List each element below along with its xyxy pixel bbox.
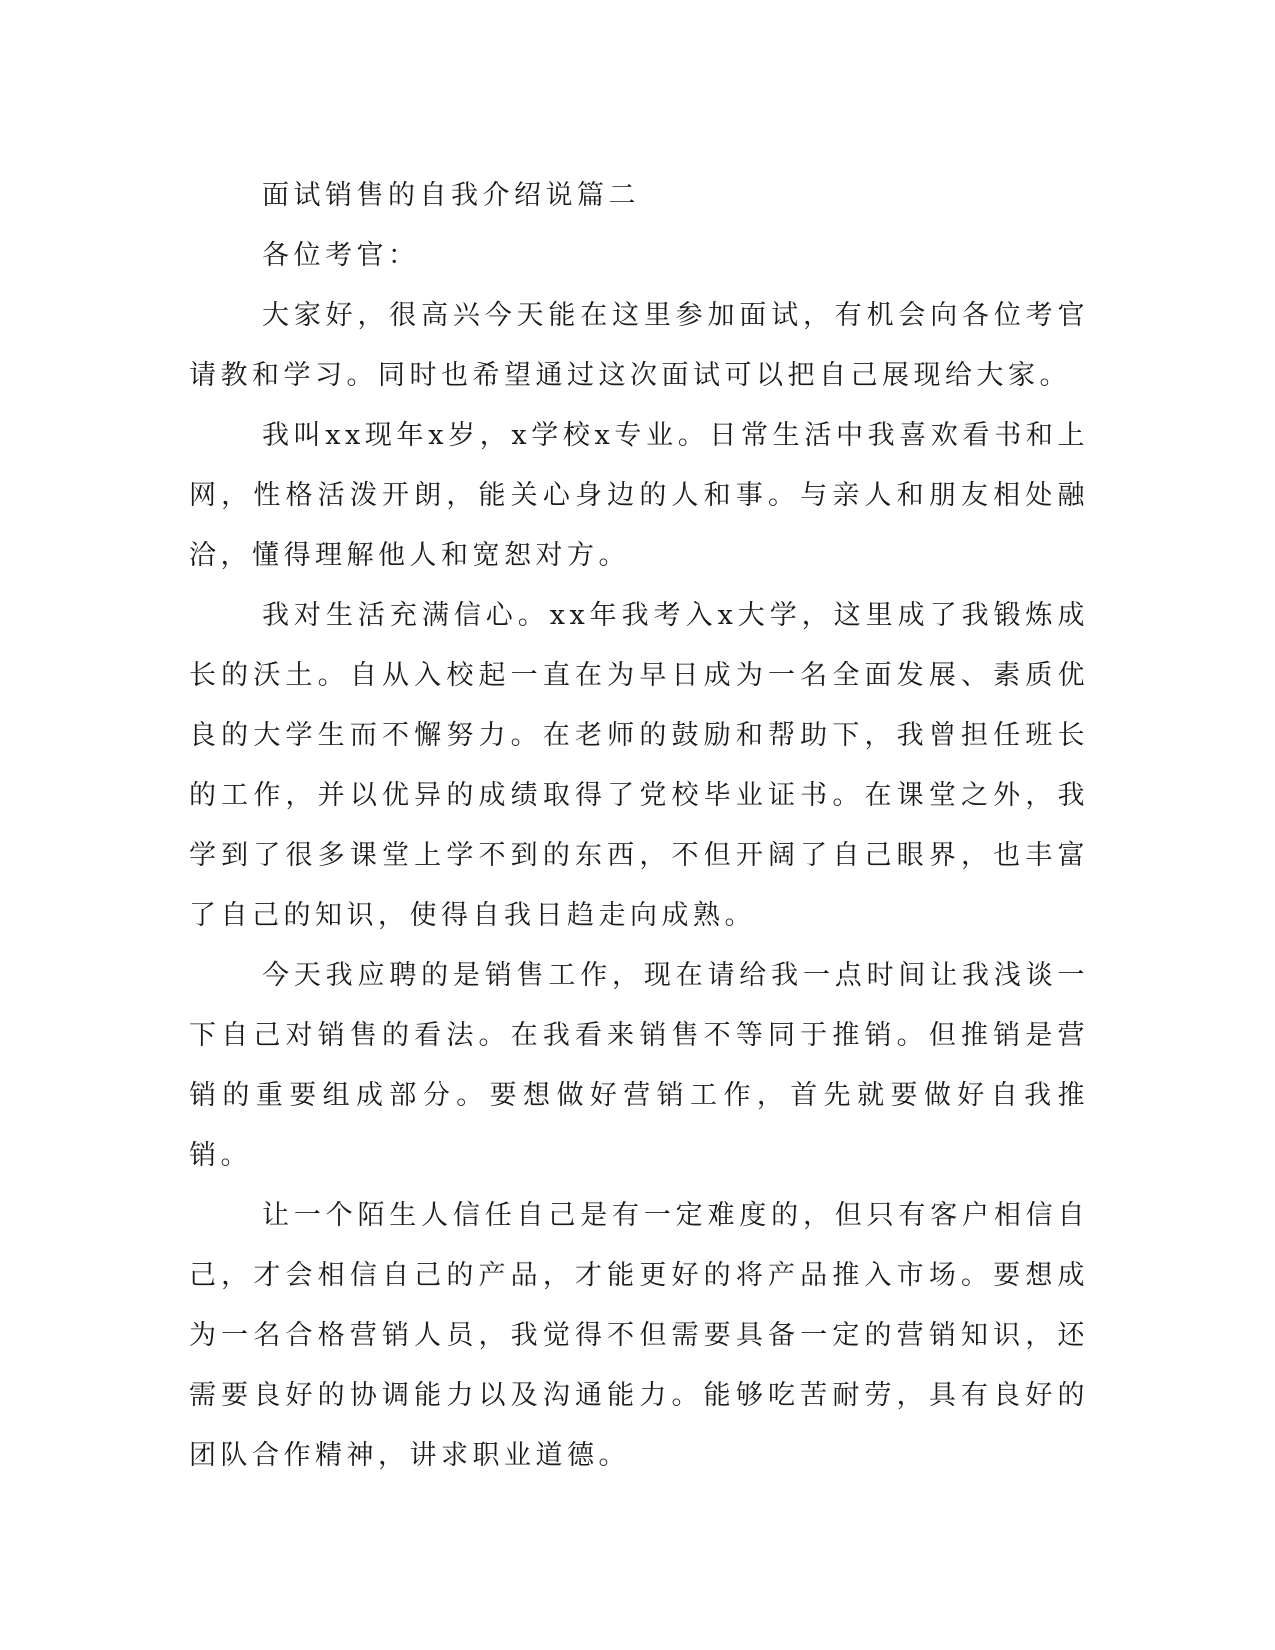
salutation: 各位考官： xyxy=(262,240,420,271)
document-title: 面试销售的自我介绍说篇二 xyxy=(262,180,640,211)
paragraph-education: 我对生活充满信心。xx年我考入x大学，这里成了我锻炼成长的沃土。自从入校起一直在为早日成为一名全面发展、素质优良的大学生而不懈努力。在老师的鼓励和帮助下，我曾担任班长的工作，并以优异的成绩取得了党校毕业证书。在课堂之外，我学到了很多课堂上学不到的东西，不但开阔了自己眼界，也丰富了自己的知识，使得自我日趋走向成熟。 xyxy=(189,600,1089,931)
paragraph-greeting: 大家好，很高兴今天能在这里参加面试，有机会向各位考官请教和学习。同时也希望通过这次面试可以把自己展现给大家。 xyxy=(189,300,1089,391)
document-body xyxy=(189,166,1089,1486)
paragraph-personal-info: 我叫xx现年x岁，x学校x专业。日常生活中我喜欢看书和上网，性格活泼开朗，能关心身边的人和事。与亲人和朋友相处融洽，懂得理解他人和宽恕对方。 xyxy=(189,420,1089,571)
paragraph-sales-view: 今天我应聘的是销售工作，现在请给我一点时间让我浅谈一下自己对销售的看法。在我看来销售不等同于推销。但推销是营销的重要组成部分。要想做好营销工作，首先就要做好自我推销。 xyxy=(189,960,1089,1171)
paragraph-sales-qualities: 让一个陌生人信任自己是有一定难度的，但只有客户相信自己，才会相信自己的产品，才能更好的将产品推入市场。要想成为一名合格营销人员，我觉得不但需要具备一定的营销知识，还需要良好的协调能力以及沟通能力。能够吃苦耐劳，具有良好的团队合作精神，讲求职业道德。 xyxy=(189,1200,1089,1471)
